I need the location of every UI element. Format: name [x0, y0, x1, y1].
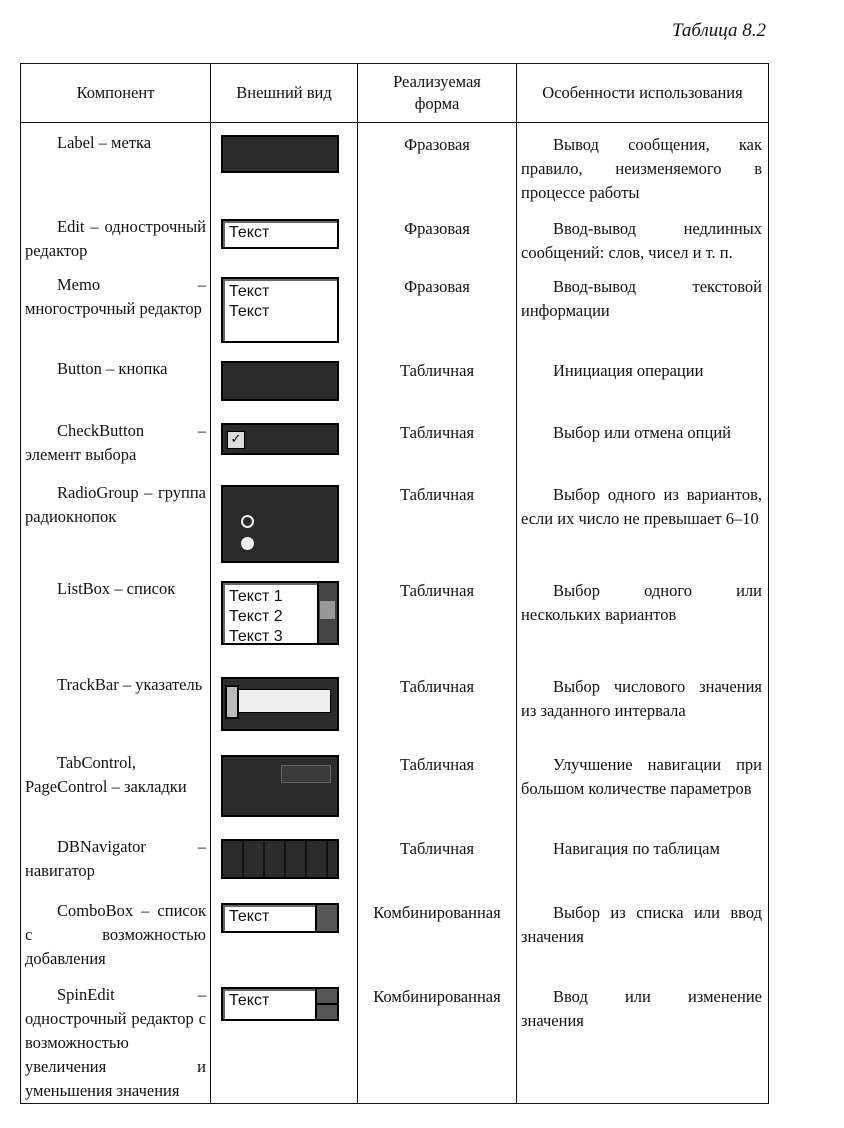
component-name: RadioGroup – группа радиокнопок	[21, 473, 211, 569]
trackbar-slot	[231, 689, 331, 713]
component-name: ListBox – список	[21, 569, 211, 665]
combobox-text: Текст	[229, 907, 270, 925]
component-name: Edit – однострочный редактор	[21, 207, 211, 265]
form-cell: Комбинированная	[358, 891, 517, 975]
features-cell: Вывод сообщения, как правило, неизменяемого в процессе работы	[517, 123, 769, 207]
features-cell: Выбор или отмена опций	[517, 411, 769, 473]
features-cell: Навигация по таблицам	[517, 827, 769, 891]
list-item: Текст 3	[229, 627, 283, 645]
appearance-cell	[211, 569, 358, 665]
form-cell: Табличная	[358, 665, 517, 743]
form-cell: Табличная	[358, 743, 517, 827]
trackbar-thumb	[225, 685, 239, 719]
table-row	[21, 891, 769, 975]
listbox-widget	[221, 581, 339, 645]
dbnavigator-widget	[221, 839, 339, 879]
memo-line: Текст	[229, 282, 270, 300]
component-name: SpinEdit – однострочный редактор с возможностью увеличения и уменьшения значения	[21, 975, 211, 1104]
table-row	[21, 827, 769, 891]
form-cell: Фразовая	[358, 207, 517, 265]
table-row	[21, 349, 769, 411]
edit-widget: Текст	[221, 219, 339, 249]
features-cell: Выбор одного из вариантов, если их число не превышает 6–10	[517, 473, 769, 569]
appearance-cell	[211, 975, 358, 1104]
features-cell: Ввод-вывод текстовой информации	[517, 265, 769, 349]
tab-header	[281, 765, 331, 783]
appearance-cell	[211, 473, 358, 569]
features-cell: Ввод-вывод недлинных сообщений: слов, чисел и т. п.	[517, 207, 769, 265]
features-cell: Выбор из списка или ввод значения	[517, 891, 769, 975]
appearance-cell	[211, 891, 358, 975]
appearance-cell	[211, 411, 358, 473]
component-name: Label – метка	[21, 123, 211, 207]
table-row	[21, 207, 769, 265]
scrollbar-thumb	[320, 601, 335, 619]
form-cell: Фразовая	[358, 265, 517, 349]
spinedit-widget	[221, 987, 339, 1021]
component-name: Button – кнопка	[21, 349, 211, 411]
component-name: ComboBox – список с возможностью добавления	[21, 891, 211, 975]
form-cell: Табличная	[358, 473, 517, 569]
combobox-widget	[221, 903, 339, 933]
form-cell: Табличная	[358, 569, 517, 665]
appearance-cell	[211, 743, 358, 827]
appearance-cell	[211, 265, 358, 349]
spin-arrows-icon	[315, 989, 337, 1019]
appearance-cell	[211, 123, 358, 207]
component-name: TabControl, PageControl – закладки	[21, 743, 211, 827]
header-component: Компонент	[21, 64, 211, 123]
appearance-cell	[211, 665, 358, 743]
form-cell: Фразовая	[358, 123, 517, 207]
trackbar-widget	[221, 677, 339, 731]
radiogroup-widget	[221, 485, 339, 563]
header-appearance: Внешний вид	[211, 64, 358, 123]
features-cell: Улучшение навигации при большом количестве параметров	[517, 743, 769, 827]
radio-button-selected-icon	[241, 537, 254, 550]
appearance-cell	[211, 827, 358, 891]
memo-line: Текст	[229, 302, 270, 320]
memo-widget	[221, 277, 339, 343]
checkbutton-widget	[221, 423, 339, 455]
table-row	[21, 265, 769, 349]
header-features: Особенности использования	[517, 64, 769, 123]
appearance-cell	[211, 207, 358, 265]
component-name: TrackBar – указатель	[21, 665, 211, 743]
features-cell: Инициация операции	[517, 349, 769, 411]
features-cell: Ввод или изменение значения	[517, 975, 769, 1104]
dropdown-arrow-icon	[315, 905, 337, 931]
checkbox-check-icon: ✓	[227, 431, 245, 449]
button-widget	[221, 361, 339, 401]
tabcontrol-widget	[221, 755, 339, 817]
header-form: Реализуемая форма	[358, 64, 517, 123]
form-cell: Табличная	[358, 349, 517, 411]
table-row	[21, 743, 769, 827]
appearance-cell	[211, 349, 358, 411]
features-cell: Выбор одного или нескольких вариантов	[517, 569, 769, 665]
table-row	[21, 569, 769, 665]
label-widget	[221, 135, 339, 173]
component-name: DBNavigator – навигатор	[21, 827, 211, 891]
table-row	[21, 665, 769, 743]
component-name: Memo – многострочный редактор	[21, 265, 211, 349]
spinedit-text: Текст	[229, 991, 270, 1009]
table-row	[21, 123, 769, 207]
listbox-scrollbar	[317, 583, 337, 643]
table-caption: Таблица 8.2	[672, 20, 766, 41]
list-item: Текст 2	[229, 607, 283, 625]
components-table	[20, 63, 769, 1104]
component-name: CheckButton – элемент выбора	[21, 411, 211, 473]
form-cell: Табличная	[358, 411, 517, 473]
table-row	[21, 975, 769, 1104]
radio-button-icon	[241, 515, 254, 528]
form-cell: Табличная	[358, 827, 517, 891]
table-row	[21, 473, 769, 569]
form-cell: Комбинированная	[358, 975, 517, 1104]
table-row	[21, 411, 769, 473]
header-row	[21, 64, 769, 123]
features-cell: Выбор числового значения из заданного интервала	[517, 665, 769, 743]
list-item: Текст 1	[229, 587, 283, 605]
